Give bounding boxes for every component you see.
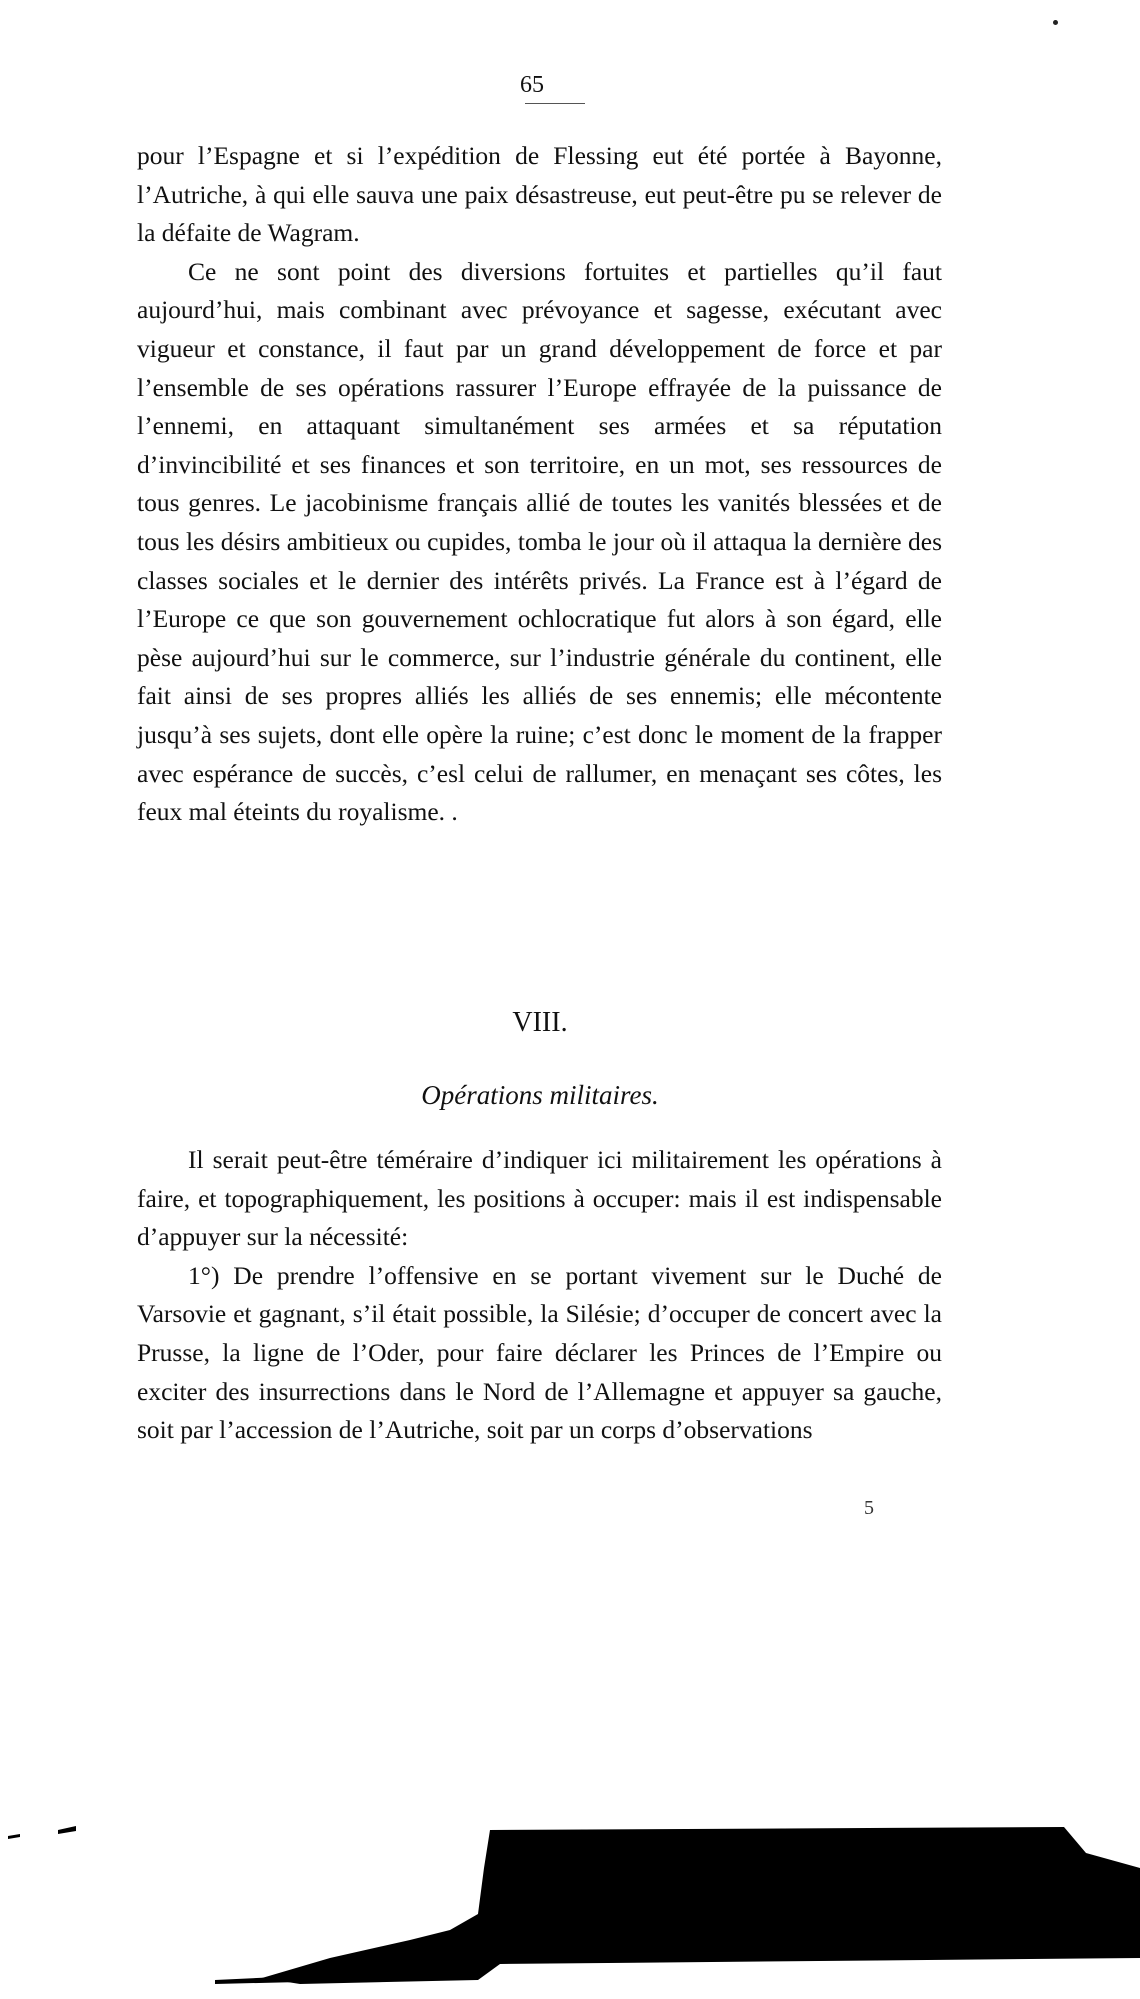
scan-speck: [1053, 20, 1058, 25]
smudge-shape: [262, 1827, 1140, 1984]
body-text-block-2: [137, 1141, 942, 1450]
paragraph: pour l’Espagne et si l’expédition de Flessing eut été portée à Bayonne, l’Autriche, à qui elle sauva une paix désastreuse, eut peut-être pu se relever de la défaite de Wagram.: [137, 141, 942, 248]
page-number-rule: [525, 103, 585, 104]
scan-smudge: [0, 1718, 1140, 1988]
paragraph: Il serait peut-être téméraire d’indiquer ici militairement les opérations à faire, et topographiquement, les positions à occuper: mais il est indispensable d’appuyer sur la nécessité:: [137, 1145, 942, 1252]
smudge-dash: [58, 1826, 76, 1834]
page-number: 65: [520, 72, 544, 98]
section-subtitle: Opérations militaires.: [421, 1080, 659, 1110]
signature-mark: 5: [864, 1497, 874, 1519]
paragraph: 1°) De prendre l’offensive en se portant vivement sur le Duché de Varsovie et gagnant, s’il était possible, la Silésie; d’occuper de concert avec la Prusse, la ligne de l’Oder, pour faire déclarer les Princes de l’Empire ou exciter des insurrections dans le Nord de l’Allemagne et appuyer sa gauche, soit par l’accession de l’Autriche, soit par un corps d’observations: [137, 1260, 942, 1445]
paragraph: Ce ne sont point des diversions fortuites et partielles qu’il faut aujourd’hui, mais combinant avec prévoyance et sagesse, exécutant avec vigueur et constance, il faut par un grand développement de force et par l’ensemble de ses opérations rassurer l’Europe effrayée de la puissance de l’ennemi, en attaquant simultanément ses armées et sa réputation d’invincibilité et ses finances et son territoire, en un mot, ses ressources de tous genres. Le jacobinisme français allié de toutes les vanités blessées et de tous les désirs ambitieux ou cupides, tomba le jour où il attaqua la dernière des classes sociales et le dernier des intérêts privés. La France est à l’égard de l’Europe ce que son gouvernement ochlocratique fut alors à son égard, elle pèse aujourd’hui sur le commerce, sur l’industrie générale du continent, elle fait ainsi de ses propres alliés les alliés de ses ennemis; elle mécontente jusqu’à ses sujets, dont elle opère la ruine; c’est donc le moment de la frapper avec espérance de succès, c’esl celui de rallumer, en menaçant ses côtes, les feux mal éteints du royalisme. .: [137, 256, 942, 827]
body-text-block-1: [137, 137, 942, 832]
smudge-dash: [8, 1834, 20, 1839]
section-heading: VIII.: [512, 1007, 568, 1038]
smudge-trail: [215, 1976, 300, 1984]
